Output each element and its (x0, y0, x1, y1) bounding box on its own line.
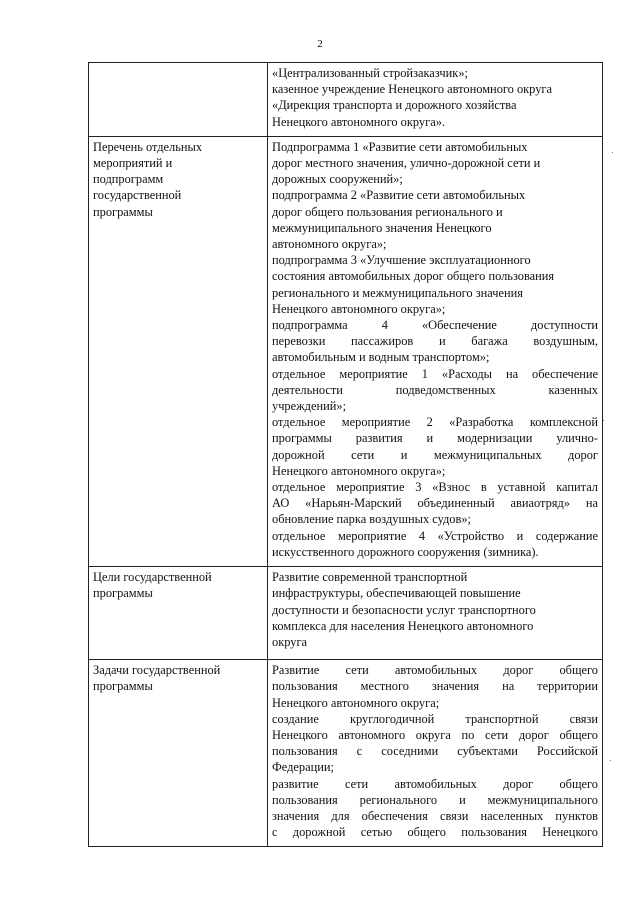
row-value-cell (268, 136, 603, 566)
row-label-line: программы (93, 204, 153, 219)
row-label-line: подпрограмм (93, 172, 164, 187)
row-label-line: Задачи государственной (93, 663, 221, 678)
row-value-line: «Дирекция транспорта и дорожного хозяйства (272, 98, 517, 113)
row-value-line: Федерации; (272, 760, 334, 775)
row-value-line: программы развития и модернизации улично- (272, 431, 598, 446)
row-value-line: пользования местного значения на территории (272, 679, 598, 694)
row-label-cell (89, 567, 268, 660)
row-value-line: искусственного дорожного сооружения (зимника). (272, 544, 539, 559)
program-passport-table (88, 62, 603, 847)
row-value-line: пользования с соседними субъектами Российской (272, 744, 598, 759)
row-value-line: дорожных сооружений»; (272, 172, 403, 187)
row-value-line: деятельности подведомственных казенных (272, 382, 598, 397)
row-value-line: автомобильным и водным транспортом»; (272, 350, 490, 365)
row-value-line: АО «Нарьян-Марский объединенный авиаотряд» на (272, 496, 598, 511)
row-value-line: подпрограмма 3 «Улучшение эксплуатационного (272, 253, 531, 268)
row-label-line: Перечень отдельных (93, 139, 203, 154)
row-value-line: дорожной сети и межмуниципальных дорог (272, 447, 598, 462)
row-value-line: отдельное мероприятие 1 «Расходы на обеспечение (272, 366, 598, 381)
row-value-line: автономного округа»; (272, 237, 387, 252)
row-value-line: Ненецкого автономного округа». (272, 114, 445, 129)
row-value-line: дорог местного значения, улично-дорожной сети и (272, 156, 541, 171)
scan-speck (603, 420, 604, 421)
row-value-line: казенное учреждение Ненецкого автономного округа (272, 82, 552, 97)
row-value-line: комплекса для населения Ненецкого автономного (272, 618, 534, 633)
row-value-line: Развитие сети автомобильных дорог общего (272, 663, 598, 678)
table-row-executors (89, 63, 603, 137)
row-value-line: межмуниципального значения Ненецкого (272, 220, 492, 235)
row-label-line: Цели государственной (93, 570, 212, 585)
row-value-line: инфраструктуры, обеспечивающей повышение (272, 586, 521, 601)
row-value-cell (268, 567, 603, 660)
row-value-line: регионального и межмуниципального значения (272, 285, 523, 300)
table-row-goals (89, 567, 603, 660)
row-value-line: Развитие современной транспортной (272, 570, 468, 585)
row-value-line: подпрограмма 2 «Развитие сети автомобильных (272, 188, 526, 203)
page-number: 2 (317, 38, 323, 50)
row-label-cell (89, 136, 268, 566)
row-value-line: отдельное мероприятие 2 «Разработка комплексной (272, 415, 598, 430)
row-value-cell (268, 660, 603, 847)
row-value-line: округа (272, 634, 308, 649)
row-value-line: значения для обеспечения связи населенных пунктов (272, 808, 598, 823)
table-row-tasks (89, 660, 603, 847)
row-label-line: государственной (93, 188, 182, 203)
row-value-line: развитие сети автомобильных дорог общего (272, 776, 598, 791)
row-value-line: создание круглогодичной транспортной связи (272, 711, 598, 726)
row-value-line: подпрограмма 4 «Обеспечение доступности (272, 318, 598, 333)
table-row-subprograms (89, 136, 603, 566)
row-label-cell (89, 63, 268, 137)
row-label-line: мероприятий и (93, 156, 173, 171)
row-value-line: учреждений»; (272, 399, 347, 414)
row-value-line: отдельное мероприятие 3 «Взнос в уставной капитал (272, 480, 598, 495)
row-label-line: программы (93, 586, 153, 601)
row-value-line: состояния автомобильных дорог общего пользования (272, 269, 555, 284)
row-value-line: «Централизованный стройзаказчик»; (272, 66, 468, 80)
row-value-line: дорог общего пользования регионального и (272, 204, 503, 219)
row-value-line: с дорожной сетью общего пользования Ненецкого (272, 825, 598, 840)
row-value-line: пользования регионального и межмуниципального (272, 792, 598, 807)
row-value-line: Ненецкого автономного округа по сети дорог общего (272, 727, 598, 742)
row-value-line: перевозки пассажиров и багажа воздушным, (272, 334, 598, 349)
row-label-line: программы (93, 679, 153, 694)
row-value-line: Ненецкого автономного округа»; (272, 463, 446, 478)
row-label-cell (89, 660, 268, 847)
row-value-cell (268, 63, 603, 137)
row-value-line: Ненецкого автономного округа; (272, 695, 440, 710)
scan-speck (610, 760, 611, 761)
row-value-line: Ненецкого автономного округа»; (272, 301, 446, 316)
row-value-line: Подпрограмма 1 «Развитие сети автомобильных (272, 139, 528, 154)
row-value-line: доступности и безопасности услуг транспортного (272, 602, 536, 617)
row-value-line: отдельное мероприятие 4 «Устройство и содержание (272, 528, 598, 543)
row-value-line: обновление парка воздушных судов»; (272, 512, 471, 527)
scan-speck (612, 152, 613, 153)
